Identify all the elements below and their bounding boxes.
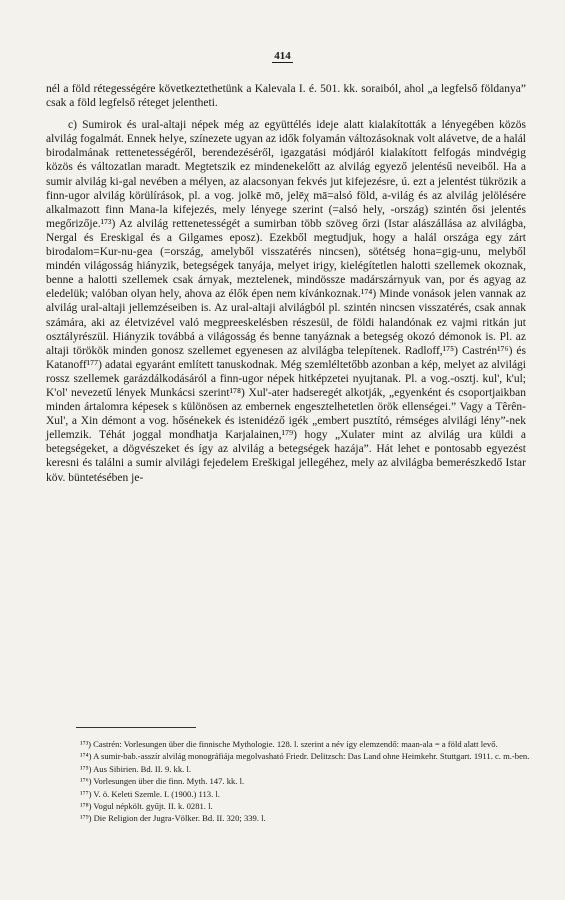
paragraph-2: c) Sumirok és ural-altaji népek még az együttélés ideje alatt kialakították a lényegében közös alvilág fogalmát. Ennek helye, színezete ugyan az idők folyamán változásoknak volt alávetve, de a halál birodalmának rettenetességéről, berendezéséről, igazgatási módjáról kialakított felfogás mindvégig közös és változatlan maradt. Megtetszik ez mindenekelőtt az alvilág egyező jelentésű neveiből. Ha a sumir alvilág ki-gal nevében a mélyen, az alacsonyan fekvés jut kifejezésre, ú. ezt a jelentést tükrözik a finn-ugor alvilág körülírások, pl. a vog. jolkē mō, jelēχ mā=alsó föld, a-világ és az alvilág jelölésére alkalmazott finn Mana-la kifejezés, mely lényege szerint (=alsó hely, -ország) szintén ősi jelentés megőrizője.¹⁷³) Az alvilág rettenetességét a sumirban több szöveg őrzi (Istar alászállása az alvilágba, Nergal és Ereskigal és a Gilgames eposz). Ezekből megtudjuk, hogy a halál országa egy zárt birodalom=Kur-nu-gea (=ország, amelyből visszatérés nincsen), sötétség hona=gig-unu, melyből mindén világosság hiányzik, betegségek tanyája, melyet irigy, kielégítetlen halotti szellemek okoznak, benne a halotti szellemek csak árnyak, meztelenek, mindössze madárszárnyuk van, por és agyag az eledelük; valóban olyan hely, ahova az élők épen nem kívánkoznak.¹⁷⁴) Minde vonások jelen vannak az alvilág ural-altaji jellemzéseiben is. Az ural-altaji alvilágból pl. szintén nincsen visszatérés, csak annak számára, aki az életvizével való megpreeskelésben részesül, de földi halandónak ez vajmi ritkán jut osztályrészül. Hiányzik továbbá a világosság és benne tanyáznak a betegség okozó démonok is. Pl. az altaji törökök minden gonosz szellemet egyenesen az alvilágba telepítenek. Radloff,¹⁷⁵) Castrén¹⁷⁶) és Katanoff¹⁷⁷) adatai egyaránt említett tanuskodnak. Még szemléltetőbb azonban a kép, melyet az alvilági rossz szellemek garázdálkodásáról a finn-ugor népek hitképzetei nyujtanak. Pl. a vog.-osztj. kul', k'ul; K'ol' nevezetű lények Munkácsi szerint¹⁷⁸) Xul'-ater hadseregét alkotják, „egyenként és csoportjaikban minden ártalomra képesek s különösen az embernek engesztelhetetlen örök ellenségei.” Vagy a Têrên-Xul', a Xin démont a vog. hősénekek és istenidéző igék „embert pusztító, rémséges alvilági lény”-nek jellemzik. Téhát joggal mondhatja Karjalainen,¹⁷⁹) hogy „Xulater mint az alvilág ura küldi a betegségeket, a dögvészeket és így az alvilág a betegségek hazája”. Hát lehet e pontosabb egyezést keresni és találni a sumir alvilági fejedelem Ereškigal jellegéhez, mely az alvilágba bemerészkedő Istar köv. büntetésében je- [46,119,526,484]
footnotes [54,738,530,825]
footnote-divider [76,727,196,728]
footnote-174: ¹⁷⁴) A sumir-bab.-asszír alvilág monográfiája megolvasható Friedr. Delitzsch: Das Land ohne Heimkehr. Stuttgart. 1911. c. m.-ben. [80,751,530,762]
footnote-175: ¹⁷⁵) Aus Sibirien. Bd. II. 9. kk. l. [80,763,191,774]
footnote-173: ¹⁷³) Castrén: Vorlesungen über die finnische Mythologie. 128. l. szerint a név így elemzendő: maan-ala = a föld alatt levő. [80,739,498,749]
footnote-178: ¹⁷⁸) Vogul népkölt. gyűjt. II. k. 0281. l. [80,801,213,812]
footnote-176: ¹⁷⁶) Vorlesungen über die finn. Myth. 147. kk. l. [80,776,245,787]
page-number: 414 [274,50,291,62]
footnote-179: ¹⁷⁹) Die Religion der Jugra-Völker. Bd. II. 320; 339. l. [80,813,266,824]
body-text [46,82,526,485]
footnote-177: ¹⁷⁷) V. ö. Keleti Szemle. I. (1900.) 113. l. [80,788,220,799]
paragraph-1: nél a föld rétegességére következtethetünk a Kalevala I. é. 501. kk. soraiból, ahol „a legfelső földanya” csak a föld legfelső réteget jelentheti. [46,83,526,110]
